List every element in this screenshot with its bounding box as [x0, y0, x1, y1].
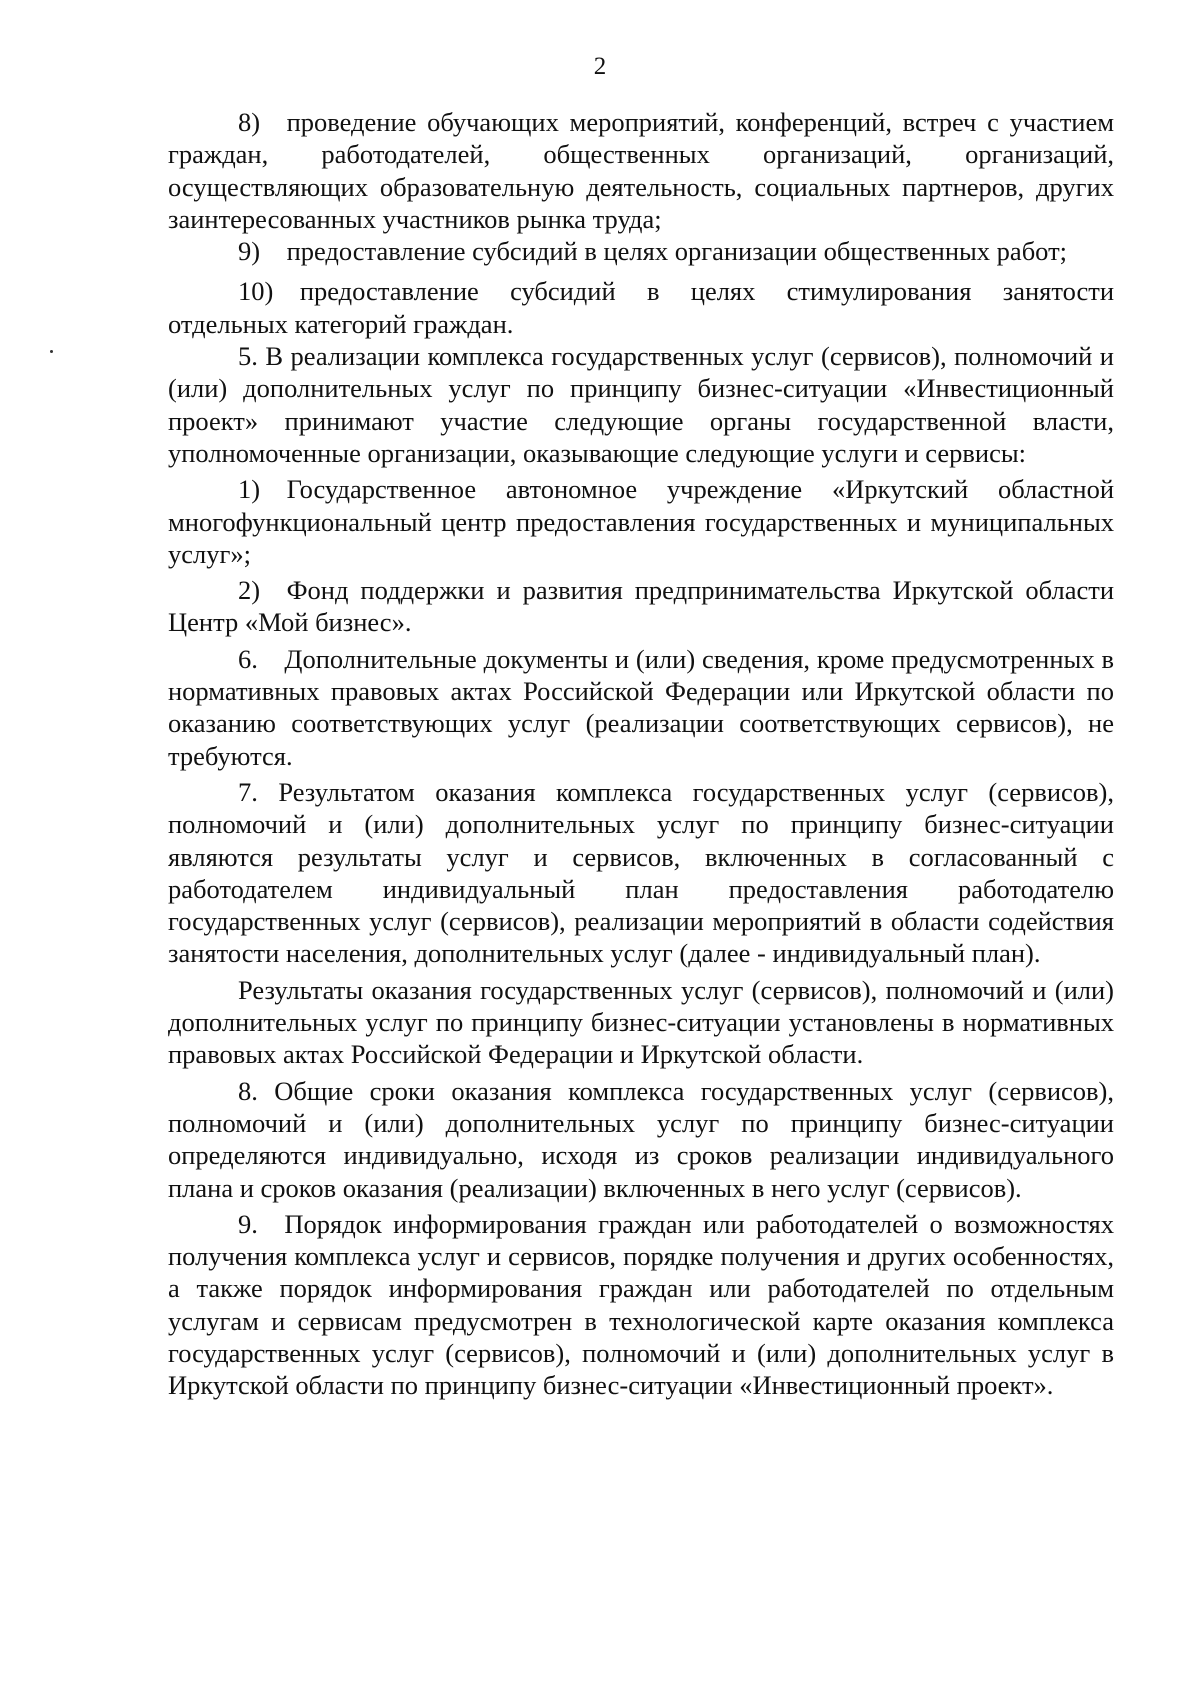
page-number: 2 — [593, 53, 607, 80]
section-5-participants: 5. В реализации комплекса государственных услуг (сервисов), полномочий и (или) дополнительных услуг по принципу бизнес-ситуации «Инвестиционный проект» принимают участие следующие органы государственной власти, уполномоченные организации, оказывающие следующие услуги и сервисы: — [168, 341, 1114, 468]
participant-1-mfc: 1) Государственное автономное учреждение «Иркутский областной многофункциональный центр предоставления государственных и муниципальных услуг»; — [168, 474, 1114, 569]
list-item-9-public-works-subsidies: 9) предоставление субсидий в целях организации общественных работ; — [238, 236, 1068, 267]
section-9-information-procedure: 9. Порядок информирования граждан или работодателей о возможностях получения комплекса услуг и сервисов, порядке получения и других особенностях, а также порядок информирования граждан или работодателей по отдельным услугам и сервисам предусмотрен в технологической карте оказания комплекса государственных услуг (сервисов), полномочий и (или) дополнительных услуг в Иркутской области по принципу бизнес-ситуации «Инвестиционный проект». — [168, 1208, 1114, 1401]
section-7-results: 7. Результатом оказания комплекса государственных услуг (сервисов), полномочий и (или) дополнительных услуг по принципу бизнес-ситуации являются результаты услуг и сервисов, включенных в согласованный с работодателем индивидуальный план предоставления работодателю государственных услуг (сервисов), реализации мероприятий в области содействия занятости населения, дополнительных услуг (далее - индивидуальный план). — [168, 776, 1114, 969]
list-item-8-training-events: 8) проведение обучающих мероприятий, конференций, встреч с участием граждан, работодателей, общественных организаций, организаций, осуществляющих образовательную деятельность, социальных партнеров, других заинтересованных участников рынка труда; — [168, 107, 1114, 234]
results-legal-basis: Результаты оказания государственных услуг (сервисов), полномочий и (или) дополнительных услуг по принципу бизнес-ситуации установлены в нормативных правовых актах Российской Федерации и Иркутской области. — [168, 974, 1114, 1070]
participant-2-business-fund: 2) Фонд поддержки и развития предпринимательства Иркутской области Центр «Мой бизнес». — [168, 575, 1114, 638]
scan-speck — [50, 350, 53, 353]
list-item-10-employment-subsidies: 10) предоставление субсидий в целях стимулирования занятости отдельных категорий граждан. — [168, 276, 1114, 339]
section-8-general-terms: 8. Общие сроки оказания комплекса государственных услуг (сервисов), полномочий и (или) дополнительных услуг по принципу бизнес-ситуации определяются индивидуально, исходя из сроков реализации индивидуального плана и сроков оказания (реализации) включенных в него услуг (сервисов). — [168, 1075, 1114, 1203]
document-body — [168, 106, 1114, 1402]
section-6-additional-documents: 6. Дополнительные документы и (или) сведения, кроме предусмотренных в нормативных правовых актах Российской Федерации или Иркутской области по оказанию соответствующих услуг (реализации соответствующих сервисов), не требуются. — [168, 643, 1114, 771]
